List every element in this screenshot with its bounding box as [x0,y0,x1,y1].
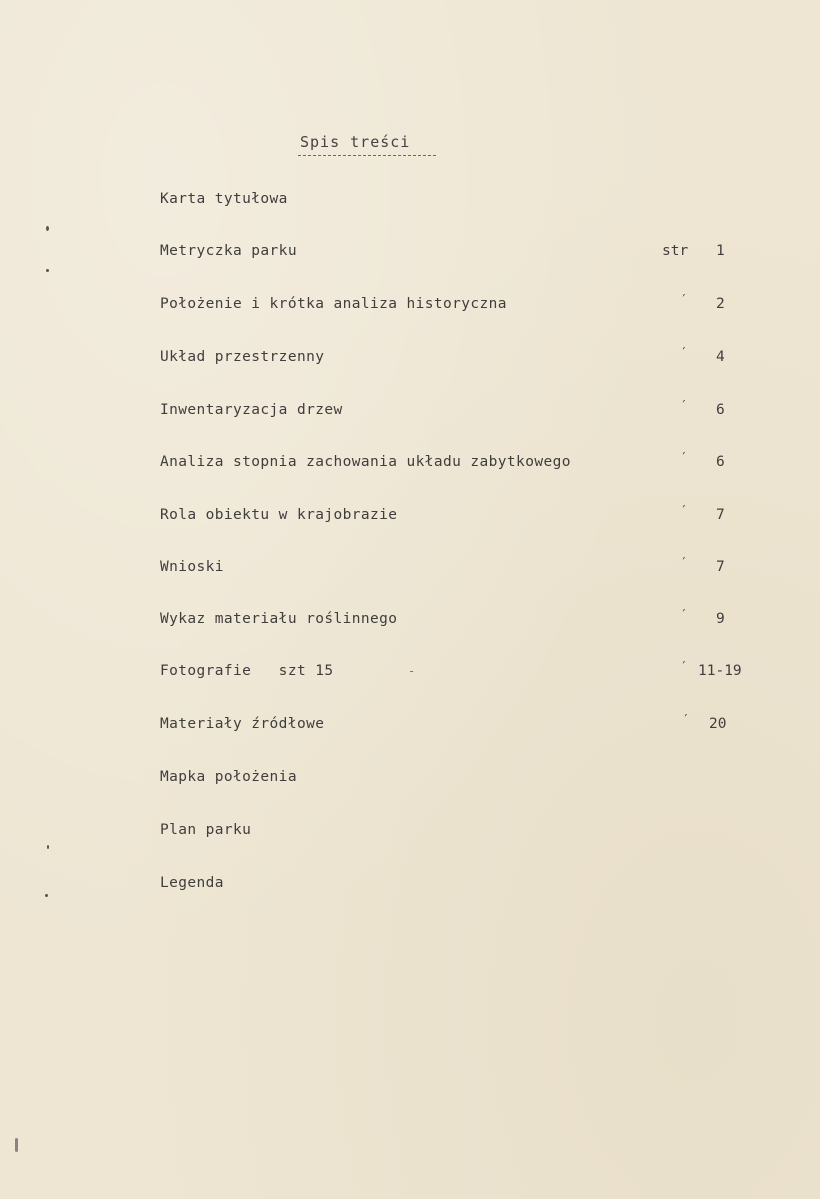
toc-page-number: 6 [716,402,725,418]
paper-speck [15,1138,18,1152]
toc-entry-analiza-stopnia: Analiza stopnia zachowania układu zabytkowego [160,454,571,470]
ditto-mark: ′ [680,660,688,675]
ditto-mark: ′ [680,608,688,623]
ditto-mark: ′ [680,399,688,414]
ditto-mark: ′ [680,556,688,571]
toc-entry-polozenie: Położenie i krótka analiza historyczna [160,296,507,312]
toc-entry-materialy-zrodlowe: Materiały źródłowe [160,716,325,732]
toc-page-number: 11-19 [698,663,742,679]
toc-entry-legenda: Legenda [160,875,224,891]
toc-page-number: 7 [716,559,725,575]
toc-entry-uklad-przestrzenny: Układ przestrzenny [160,349,325,365]
toc-entry-karta-tytulowa: Karta tytułowa [160,191,288,207]
document-title: Spis treści [300,133,411,151]
paper-speck [45,894,48,897]
toc-page-number: 1 [716,243,725,259]
toc-entry-plan-parku: Plan parku [160,822,252,838]
toc-entry-fotografie: Fotografie szt 15 [160,663,334,679]
toc-entry-metryczka-parku: Metryczka parku [160,243,297,259]
paper-speck [46,269,49,272]
toc-page-number: 9 [716,611,725,627]
toc-page-number: 4 [716,349,725,365]
toc-page-number: 20 [709,716,727,732]
stray-mark: - [408,664,416,678]
toc-entry-mapka-polozenia: Mapka położenia [160,769,297,785]
toc-entry-wnioski: Wnioski [160,559,224,575]
toc-page-number: 7 [716,507,725,523]
paper-speck [46,226,49,231]
toc-page-number: 6 [716,454,725,470]
ditto-mark: ′ [682,713,690,728]
page-prefix: str [662,243,689,259]
ditto-mark: ′ [680,346,688,361]
title-underline [298,155,436,156]
ditto-mark: ′ [680,451,688,466]
ditto-mark: ′ [680,293,688,308]
paper-speck [47,845,49,849]
toc-page-number: 2 [716,296,725,312]
toc-entry-inwentaryzacja-drzew: Inwentaryzacja drzew [160,402,343,418]
toc-entry-wykaz-materialu: Wykaz materiału roślinnego [160,611,398,627]
toc-entry-rola-obiektu: Rola obiektu w krajobrazie [160,507,398,523]
ditto-mark: ′ [680,504,688,519]
